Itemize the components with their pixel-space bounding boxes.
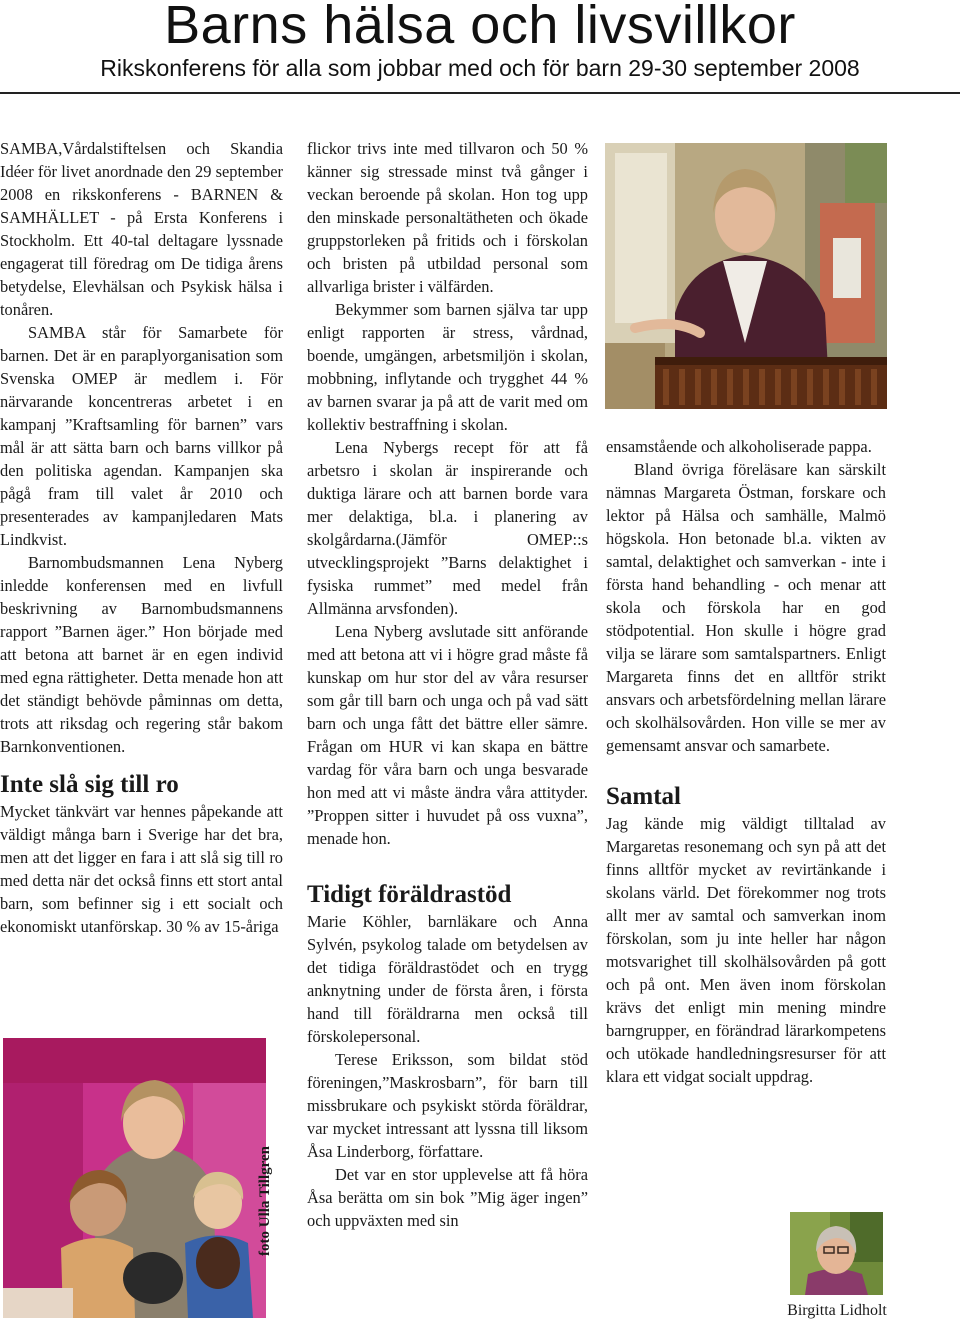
speaker-photo <box>605 143 887 409</box>
section-heading: Tidigt föräldrastöd <box>307 881 512 908</box>
paragraph: Marie Köhler, barnläkare och Anna Sylvén, psykolog talade om betydelsen av det tidiga föräldrastödet och en trygg anknytning under de första åren, i första hand till föräldrarna men också till förskolepersonal. <box>307 912 588 1046</box>
paragraph: flickor trivs inte med tillvaron och 50 % känner sig stressade minst två gånger i veckan beroende på skolan. Hon tog upp den minskade personaltätheten och ökade gruppstorleken på fritids och i förskolan och bristen på utbildad personal som allvarliga brister i välfärden. <box>307 139 588 296</box>
children-photo <box>3 1038 266 1318</box>
paragraph: Bekymmer som barnen själva tar upp enligt rapporten är stress, vårdnad, boende, umgängen, arbetsmiljön i skolan, mobbning, inflytande och trygghet 44 % av barnen svarar ja på att de varit med om kollektiv bestraffning i skolan. <box>307 300 588 434</box>
paragraph: Det var en stor upplevelse att få höra Åsa berätta om sin bok ”Mig äger ingen” och uppväxten med sin <box>307 1165 588 1230</box>
paragraph: Terese Eriksson, som bildat stöd föreningen,”Maskrosbarn”, för barn till missbrukare och psykiskt störda föräldrar, var mycket intressant att lyssna till liksom Åsa Linderborg, författare. <box>307 1050 588 1161</box>
paragraph: Barnombudsmannen Lena Nyberg inledde konferensen med en livfull beskrivning av Barnombudsmannens rapport ”Barnen äger.” Hon började med att betona att barnet är en egen individ med egna rättigheter. Detta menade hon att det ständigt behövde påminnas om detta, trots att riksdag och regering står bakom Barnkonventionen. <box>0 553 283 756</box>
paragraph: ensamstående och alkoholiserade pappa. <box>606 437 872 456</box>
paragraph: Jag kände mig väldigt tilltalad av Margaretas resonemang och syn på att det finns alltför mycket av revirtänkande i skolans värld. Det förekommer nog trots allt mer av samtal och samverkan inom förskolan, som ju inte heller har någon motsvarighet till skolhälsovården på gott och på ont. Men även inom förskolan krävs det enligt min mening mindre barngrupper, en förändrad lärarkompetens och utökade handledningsresurser för att klara ett vidgat socialt uppdrag. <box>606 814 886 1086</box>
paragraph: SAMBA,Vårdalstiftelsen och Skandia Idéer för livet anordnade den 29 september 2008 en rikskonferens - BARNEN & SAMHÄLLET - på Ersta Konferens i Stockholm. Ett 40-tal deltagare lyssnade engagerat till föredrag om De tidiga årens betydelse, Elevhälsan och Psykisk hälsa i tonåren. <box>0 139 283 319</box>
header-rule <box>0 92 960 94</box>
photo-credit: foto Ulla Tillgren <box>257 1145 273 1256</box>
section-heading: Inte slå sig till ro <box>0 771 179 798</box>
page-title: Barns hälsa och livsvillkor <box>164 0 796 55</box>
page-subtitle: Rikskonferens för alla som jobbar med och för barn 29-30 september 2008 <box>100 55 860 81</box>
paragraph: SAMBA står för Samarbete för barnen. Det är en paraplyorganisation som Svenska OMEP är medlem i. För närvarande koncentreras arbetet i en kampanj ”Kraftsamling för barnen” vars mål är att sätta barn och barns villkor på den politiska agendan. Kampanjen ska pågå fram till valet år 2010 och presenterades av kampanjledaren Mats Lindkvist. <box>0 323 283 549</box>
paragraph: Lena Nybergs recept för att få arbetsro i skolan är inspirerande och duktiga lärare och att barnen borde vara mer delaktiga, bl.a. i planering av skolgårdarna.(Jämför OMEP::s utvecklingsprojekt ”Barns delaktighet i fysiska rummet” med medel från Allmänna arvsfonden). <box>307 438 588 618</box>
section-heading: Samtal <box>606 783 681 810</box>
paragraph: Mycket tänkvärt var hennes påpekande att väldigt många barn i Sverige har det bra, men att det ligger en fara i att slå sig till ro med detta när det också finns ett stort antal barn, som befinner sig i ett socialt och ekonomiskt utanförskap. 30 % av 15-åriga <box>0 802 283 936</box>
paragraph: Lena Nyberg avslutade sitt anförande med att betona att vi i högre grad måste få kunskap om hur stor del av våra resurser som går till barn och unga och på vad sätt barn och unga fått det bättre eller sämre. Frågan om HUR vi kan skapa en bättre vardag för våra barn och unga besvarade hon med att vi måste ändra våra attityder. ”Proppen sitter i huvudet på oss vuxna”, menade hon. <box>307 622 588 848</box>
portrait-photo <box>790 1212 883 1295</box>
article-column-2 <box>307 137 588 1232</box>
article-column-3 <box>606 435 886 1088</box>
article-column-1 <box>0 137 283 938</box>
masthead <box>0 0 960 96</box>
photo-caption: Birgitta Lidholt <box>787 1302 887 1319</box>
paragraph: Bland övriga föreläsare kan särskilt nämnas Margareta Östman, forskare och lektor på Hälsa och samhälle, Malmö högskola. Hon betonade bl.a. vikten av samtal, delaktighet och samverkan - inte i första hand behandling - och menar att skola och förskola har en god stödpotential. Hon skulle i högre grad vilja se lärare som samtalspartners. Enligt Margareta finns det en alltför strikt ansvars och arbetsfördelning mellan lärare och skolhälsovården. Hon ville se mer av gemensamt ansvar och samarbete. <box>606 460 886 755</box>
